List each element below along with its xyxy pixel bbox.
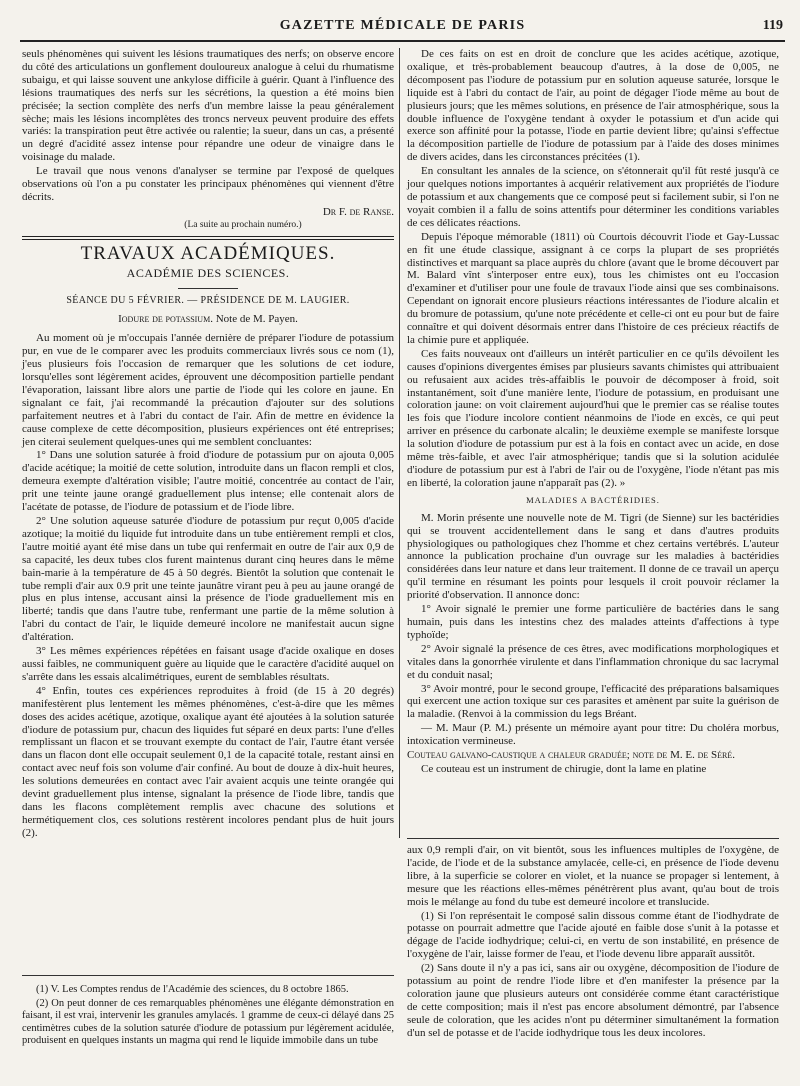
short-divider (178, 288, 238, 289)
continued-note: (La suite au prochain numéro.) (184, 219, 302, 230)
footnote: aux 0,9 rempli d'air, on vit bientôt, sous les influences multiples de l'oxygène, de l'acide, de l'iode et de la substance amylacée, celle-ci, en présence de l'iode devenu libre, à la superficie se colorer en violet, et la nuance se propager si lentement, à mesure que les réactions elles-mêmes pénétrèrent plus avant, qu'au bout de trois mois le mélange au fond du tube est demeuré incolore et translucide. (407, 844, 779, 908)
paragraph: 3° Avoir montré, pour le second groupe, l'efficacité des préparations balsamiques qui exercent une action toxique sur ces parasites et amènent par suite la guérison de la maladie. (Renvoi à la commission du legs Bréant. (407, 682, 779, 721)
paragraph: En consultant les annales de la science, on s'étonnerait qu'il fût resté jusqu'à ce jour quelques notions importantes à acquérir relativement aux propriétés de l'iodure de potassium et aux changements que ce composé peut si facilement subir, si l'on ne voyait combien il a fallu de soins attentifs pour déterminer les conditions variables de ces délicates réactions. (407, 165, 779, 229)
article-heading (22, 313, 394, 326)
paragraph: Couteau galvano-caustique a chaleur graduée; note de M. E. de Séré. (407, 749, 735, 762)
section-title: TRAVAUX ACADÉMIQUES. (80, 242, 336, 264)
journal-title: GAZETTE MÉDICALE DE PARIS (279, 18, 526, 33)
paragraph: 4° Enfin, toutes ces expériences reproduites à froid (de 15 à 20 degrés) manifestèrent plus lentement les mêmes phénomènes, c'est-à-dire que les mêmes doses des acides acétique, azotique, oxalique ayant été ajoutées à la solution saturée d'iodure de potassium pur, chacun des liquides fut séparé en deux parts: l'une d'elles remplissant un flacon et se trouvant exempte du contact de l'air, l'autre étant versée dans un flacon dont elle occupait seulement 0,1 de la capacité totale, restant ainsi en contact avec neuf fois son volume d'air confiné. Au bout de douze à dix-huit heures, les solutions demeurées en contact avec l'air avaient acquis une teinte orangée qui devint graduellement plus intense, signalant la présence de l'iode libre, tandis que dans les flacons complètement remplis avec chacune des solutions et hermétiquement clos, ces solutions restèrent incolores pendant plus de huit jours (2). (22, 684, 394, 839)
footnote: (2) On peut donner de ces remarquables phénomènes une élégante démonstration en faisant, il est vrai, intervenir les granules amylacés. 1 gramme de ceux-ci délayé dans 25 centimètres cubes de la solution saturée d'iodure de potassium pur légèrement acidulée, produisent en quelques instants un magma qui rend le liquide immobile dans un tube (22, 997, 394, 1046)
footnote: (1) Si l'on représentait le composé salin dissous comme étant de l'iodhydrate de potasse on pourrait admettre que l'acide ajouté en faible dose s'unit à la potasse et dégage de l'acide iodhydrique; celui-ci, en vertu de son instabilité, en présence de l'oxygène de l'air, laisse former de l'eau, et l'iode devenu libre apparaît aussitôt. (407, 909, 779, 961)
section-divider (22, 236, 394, 240)
paragraph: Depuis l'époque mémorable (1811) où Courtois découvrit l'iode et Gay-Lussac en fit une étude classique, assignant à ce corps la plupart de ses propriétés distinctives et marquant sa place auprès du chlore (avant que le brome découvert par M. Balard vînt s'interposer entre eux), tous les chimistes ont eu l'occasion d'examiner et d'utiliser pour une foule de travaux l'iode ainsi que ses combinaisons. Cependant on ignorait encore plusieurs réactions intéressantes de l'iodure alcalin et du bromure de potassium, qu'une note précédente et celle-ci ont eu pour but de faire connaître et qui doivent désormais entrer dans l'histoire de ces précieux réactifs de la chimie pure et appliquée. (407, 230, 779, 346)
column-divider (399, 48, 400, 838)
article-topic: Iodure de potassium. (118, 313, 213, 326)
author-signature: Dr F. de Ranse. (322, 205, 394, 218)
section-subtitle: ACADÉMIE DES SCIENCES. (126, 265, 290, 280)
header-rule (20, 40, 785, 42)
paragraph: Le travail que nous venons d'analyser se termine par l'exposé de quelques observations où l'on a pu constater les principaux phénomènes qui viennent d'être décrits. (22, 165, 394, 203)
paragraph: 2° Avoir signalé la présence de ces êtres, avec modifications morphologiques et vitales dans la gonorrhée virulente et dans l'inflammation chronique du sac lacrymal et du conduit nasal; (407, 642, 779, 681)
paragraph: 3° Les mêmes expériences répétées en faisant usage d'acide oxalique en doses aussi faibles, ne communiquent guère au liquide que le caractère d'acidité auquel on s'arrête dans les essais alcalimétriques, eurent de semblables résultats. (22, 645, 394, 683)
paragraph: seuls phénomènes qui suivent les lésions traumatiques des nerfs; on observe encore du côté des articulations un gonflement douloureux analogue à celui du rhumatisme subaigu, et qui laisse souvent une ankylose difficile à guérir. Quant à l'influence des lésions traumatiques des nerfs sur les sécrétions, la question a été moins bien précisée; la section complète des nerfs d'un membre laisse la peau généralement sèche; mais les lésions incomplètes des troncs nerveux peuvent produire des effets variés: la transpiration peut être activée ou ralentie; la sueur, dans un cas, a présenté un degré d'acidité assez intense pour répandre une odeur de vinaigre dans le voisinage du malade. (22, 48, 394, 164)
page-number: 119 (762, 18, 783, 33)
paragraph: M. Morin présente une nouvelle note de M. Tigri (de Sienne) sur les bactéridies qui se trouvent accidentellement dans le sang et dans d'autres produits physiologiques ou pathologiques chez l'homme et chez certains vertébrés. L'auteur annonce la publication prochaine d'un ouvrage sur les maladies à bactéridies considérées dans leur nature et dans leur traitement. Il donne de ce travail un aperçu qu'il termine en résumant les points pour lesquels il croit pouvoir réclamer la priorité d'observation. Il annonce donc: (407, 511, 779, 602)
paragraph: 1° Avoir signalé le premier une forme particulière de bactéries dans le sang humain, puis dans les intestins chez des malades atteints d'affections à type typhoïde; (407, 603, 779, 641)
right-footnotes (407, 844, 779, 1041)
left-column (22, 48, 394, 841)
right-column (407, 48, 779, 777)
footnote: (1) V. Les Comptes rendus de l'Académie des sciences, du 8 octobre 1865. (36, 984, 349, 995)
paragraph: Au moment où je m'occupais l'année dernière de préparer l'iodure de potassium pur, en vue de le comparer avec les produits commerciaux livrés sous ce nom (1), j'eus plusieurs fois l'occasion de remarquer que les solutions de cet iodure, lorsqu'elles sont légèrement acides, éprouvent une décomposition partielle pendant l'évaporation, laissant libre alors une partie de l'iode qui les colore en jaune. En signalant ce fait, j'ai recommandé la précaution d'ajouter sur des solutions parfaitement neutres et à l'abri du contact de l'air. Afin de mettre en évidence la cause complexe de cette décomposition, plusieurs expériences ont été entreprises; jen citerai seulement quelques-unes qui me semblent concluantes: (22, 332, 394, 448)
paragraph: — M. Maur (P. M.) présente un mémoire ayant pour titre: Du choléra morbus, intoxication vermineuse. (407, 722, 779, 748)
paragraph: De ces faits on est en droit de conclure que les acides acétique, azotique, oxalique, et très-probablement beaucoup d'autres, à la dose de 0,005, ne décomposent pas l'iodure de potassium pur en solution aqueuse saturée, lorsque le liquide est à l'abri du contact de l'air, au point de dégager l'iode même au bout de plusieurs jours; que les mêmes solutions, en présence de l'air atmosphérique, sous la double influence de l'oxygène tendant à oxyder le potassium et d'un acide qui exerce son affinité pour la potasse, l'iode en partie devient libre; qu'ainsi s'effectue la décomposition partielle de l'iodure de potassium par à l'aide des doses minimes de divers acides, dans les circonstances précitées (1). (407, 48, 779, 164)
paragraph: 2° Une solution aqueuse saturée d'iodure de potassium pur reçut 0,005 d'acide azotique; la moitié du liquide fut introduite dans un tube entièrement rempli et clos, l'autre moitié ayant été mise dans un tube qui renfermait en outre de l'air aux 0,9 de sa capacité, les deux tubes clos furent maintenus durant cinq heures dans le même bain-marie à la température de 45 à 50 degrés. Bientôt la solution que contenait le tube rempli d'air aux 0.9 prit une teinte jaunâtre virant peu à peu au jaune orangé de plus en plus intense, accusant ainsi la présence de l'iode graduellement mis en liberté; tandis que dans l'autre tube, renfermant une partie de la même solution à l'abri du contact de l'air, le liquide demeuré incolore ne manifestait aucun signe d'altération. (22, 515, 394, 644)
paragraph: Ce couteau est un instrument de chirugie, dont la lame en platine (421, 762, 707, 775)
footnote-rule (407, 838, 779, 839)
paragraph: Ces faits nouveaux ont d'ailleurs un intérêt particulier en ce qu'ils dévoilent les causes d'opinions divergentes émises par plusieurs savants chimistes qui attribuaient ou refusaient aux acides très-affaiblis le pouvoir de décomposer à froid, soit instantanément, soit d'une manière lente, l'iodure de potassium, en produisant une coloration jaune: on voit clairement aujourd'hui que le premier cas se réalise toutes les fois que l'iodure incolore contient néanmoins de l'iode en excès, ce qui peut arriver en présence du carbonate alcalin; le deuxième exemple se manifeste lorsque la solution d'iodure de potassium pur est à la fois en contact avec un acide, en dose même très-faible, et avec l'air atmosphérique; tandis que si la solution acidulée d'iodure de potassium pur est à l'abri de l'air ou de l'oxygène, l'iode n'étant pas mis en liberté, la coloration jaune n'apparaît pas (2). » (407, 347, 779, 489)
paragraph: 1° Dans une solution saturée à froid d'iodure de potassium pur on ajouta 0,005 d'acide acétique; la moitié de cette solution, introduite dans un flacon rempli et clos, demeura exempte d'altération visible; l'autre moitié, concentrée au contact de l'air, prit une teinte jaune orangé graduellement plus intense; elle contenait alors de l'acétate de potasse, de l'iodure de potassium et de l'iode libre. (22, 449, 394, 514)
footnote-rule (22, 975, 394, 976)
left-footnotes (22, 975, 394, 1049)
seance-line: SÉANCE DU 5 FÉVRIER. — PRÉSIDENCE DE M. LAUGIER. (66, 294, 350, 306)
footnote: (2) Sans doute il n'y a pas ici, sans air ou oxygène, décomposition de l'iodure de potassium au point de rendre l'iode libre et d'en manifester la présence par la coloration jaune que plusieurs auteurs ont considérée comme étant caractéristique de cette composition; mais il n'est pas encore absolument démontré, par l'absence seule de coloration, que les acides n'ont pu déterminer simultanément la formation d'un sel de potasse et de l'acide iodhydrique tous les deux incolores. (407, 962, 779, 1039)
page-header (20, 14, 785, 38)
article-author: Note de M. Payen. (215, 313, 298, 326)
subsection-heading: MALADIES A BACTÉRIDIES. (526, 494, 660, 505)
